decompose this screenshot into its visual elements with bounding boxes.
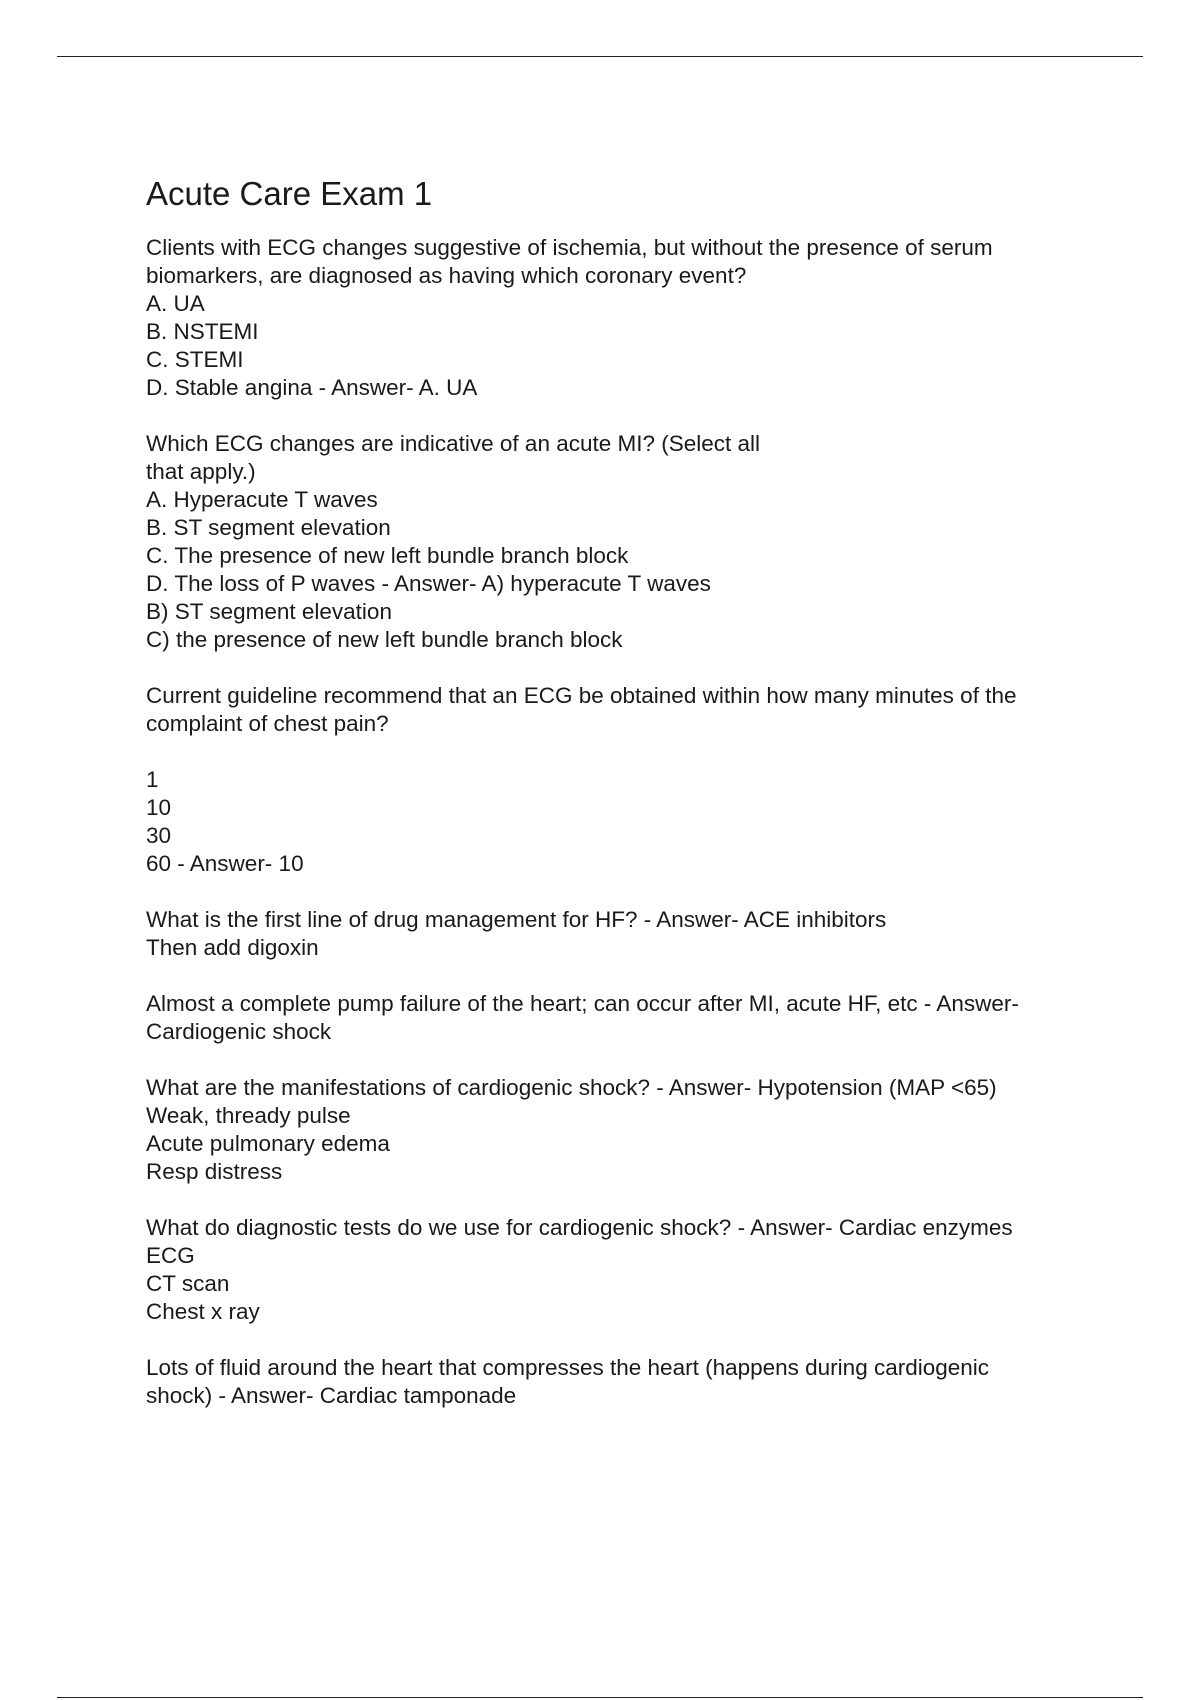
text-line: Weak, thready pulse: [146, 1103, 351, 1128]
text-line: CT scan: [146, 1271, 230, 1296]
text-line: What is the first line of drug management for HF? - Answer- ACE inhibitors: [146, 907, 887, 932]
text-line: shock) - Answer- Cardiac tamponade: [146, 1383, 517, 1408]
text-line: D. The loss of P waves - Answer- A) hyperacute T waves: [146, 571, 711, 596]
text-line: C. The presence of new left bundle branch block: [146, 543, 629, 568]
text-line: A. UA: [146, 291, 205, 316]
text-line: Cardiogenic shock: [146, 1019, 332, 1044]
text-line: Current guideline recommend that an ECG be obtained within how many minutes of the: [146, 683, 1017, 708]
text-line: C. STEMI: [146, 347, 244, 372]
text-line: Which ECG changes are indicative of an acute MI? (Select all: [146, 431, 761, 456]
text-line: Lots of fluid around the heart that compresses the heart (happens during cardiogenic: [146, 1355, 990, 1380]
document-body: [146, 172, 1106, 1438]
text-line: Chest x ray: [146, 1299, 260, 1324]
question-item: [146, 990, 1106, 1046]
text-line: B. NSTEMI: [146, 319, 259, 344]
question-item: [146, 1074, 1106, 1186]
option-line: 60 - Answer- 10: [146, 851, 304, 876]
footer-rule: [57, 1697, 1143, 1698]
text-line: What do diagnostic tests do we use for cardiogenic shock? - Answer- Cardiac enzymes: [146, 1215, 1013, 1240]
question-item: [146, 234, 1106, 402]
text-line: Acute pulmonary edema: [146, 1131, 390, 1156]
page-title: Acute Care Exam 1: [146, 175, 433, 212]
option-line: 30: [146, 823, 172, 848]
question-item: [146, 1214, 1106, 1326]
question-item: [146, 1354, 1106, 1410]
question-item: [146, 682, 1106, 878]
header-rule: [57, 56, 1143, 57]
text-line: A. Hyperacute T waves: [146, 487, 378, 512]
question-item: [146, 906, 1106, 962]
text-line: that apply.): [146, 459, 256, 484]
option-line: 10: [146, 795, 172, 820]
text-line: complaint of chest pain?: [146, 711, 389, 736]
text-line: biomarkers, are diagnosed as having which coronary event?: [146, 263, 747, 288]
text-line: Resp distress: [146, 1159, 283, 1184]
text-line: What are the manifestations of cardiogenic shock? - Answer- Hypotension (MAP <65): [146, 1075, 997, 1100]
text-line: D. Stable angina - Answer- A. UA: [146, 375, 478, 400]
blank-line: [146, 738, 1106, 766]
text-line: ECG: [146, 1243, 195, 1268]
option-line: 1: [146, 767, 159, 792]
text-line: C) the presence of new left bundle branch block: [146, 627, 623, 652]
question-item: [146, 430, 1106, 654]
text-line: B. ST segment elevation: [146, 515, 391, 540]
text-line: Clients with ECG changes suggestive of ischemia, but without the presence of serum: [146, 235, 993, 260]
text-line: Then add digoxin: [146, 935, 319, 960]
text-line: B) ST segment elevation: [146, 599, 392, 624]
text-line: Almost a complete pump failure of the heart; can occur after MI, acute HF, etc - Answer-: [146, 991, 1019, 1016]
